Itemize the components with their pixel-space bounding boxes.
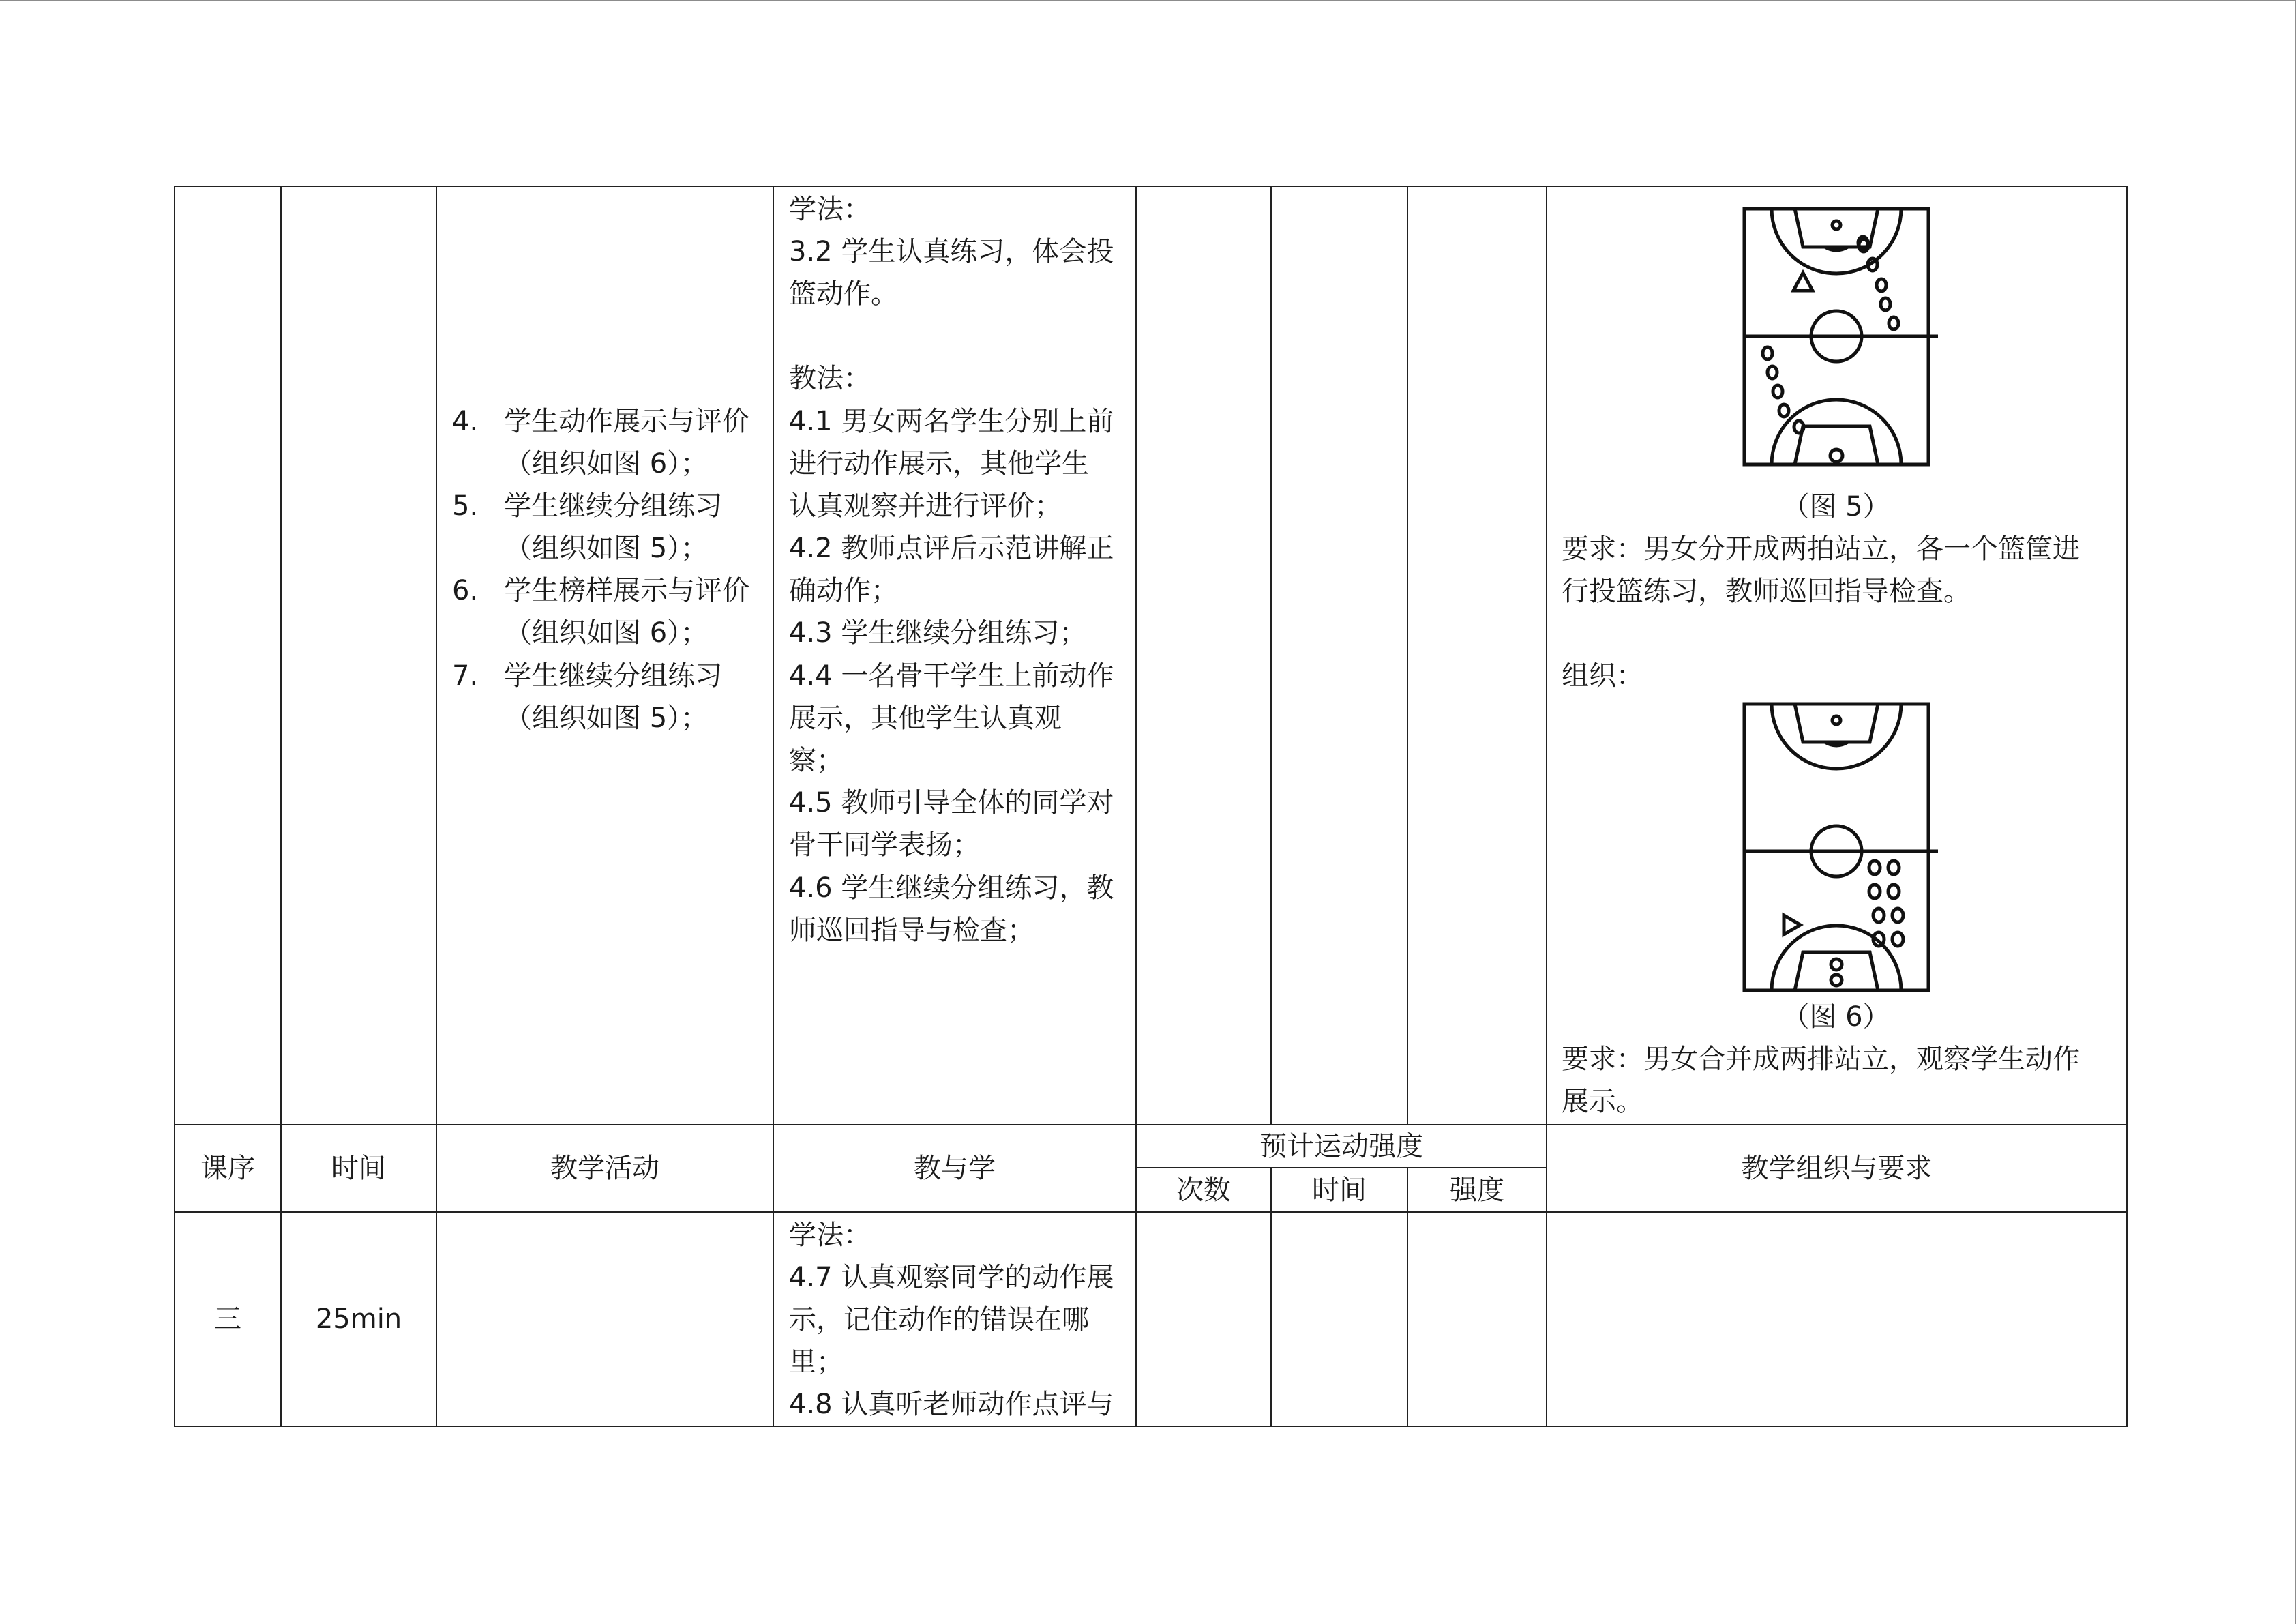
teach-learn-line: 4.2 教师点评后示范讲解正 [789,533,1114,564]
teach-learn-line: 里； [789,1346,844,1378]
teach-learn-line: 骨干同学表扬； [789,829,980,861]
fig5-requirement: 要求：男女分开成两拍站立，各一个篮筐进 [1562,533,2080,565]
activity-number: 5. [452,490,479,522]
activity-label: 学生动作展示与评价 [504,406,750,437]
teach-learn-line: 教法： [789,363,871,394]
teach-learn-line: 3.2 学生认真练习，体会投 [789,236,1114,267]
activity-sub-6: （组织如图 6）； [505,617,709,649]
teach-learn-line: 认真观察并进行评价； [789,490,1062,522]
fig6-requirement: 展示。 [1562,1086,1643,1117]
activity-number: 4. [452,406,479,437]
activity-item-7 [452,655,722,697]
organization-label: 组织： [1562,660,1643,692]
col-border-2 [436,186,437,1427]
activity-sub-4: （组织如图 6）； [505,448,709,479]
col-border-8 [2126,186,2128,1427]
header-duration: 时间 [1312,1175,1367,1206]
col-border-0 [174,186,175,1427]
teach-learn-line: 4.3 学生继续分组练习； [789,617,1087,649]
col-border-6-upper [1407,186,1408,1124]
header-time: 时间 [331,1153,386,1184]
teach-learn-line: 4.1 男女两名学生分别上前 [789,406,1114,437]
activity-label: 学生继续分组练习 [504,660,723,692]
court-diagram-fig5 [1740,205,1938,471]
table-top-border [174,186,2128,187]
fig5-caption: （图 5） [1782,491,1890,522]
activity-item-5 [452,485,722,527]
teach-learn-line: 示，记住动作的错误在哪 [789,1304,1089,1335]
teach-learn-line: 4.6 学生继续分组练习，教 [789,872,1114,904]
col-border-3 [773,186,774,1427]
col-border-4 [1135,186,1137,1427]
fig6-requirement: 要求：男女合并成两排站立，观察学生动作 [1562,1044,2080,1075]
teach-learn-line: 确动作； [789,575,898,606]
activity-item-6 [452,570,749,612]
teach-learn-line: 学法： [789,1220,871,1251]
col-border-7 [1546,186,1547,1427]
activity-label: 学生榜样展示与评价 [504,575,750,606]
lesson-time-value: 25min [315,1303,402,1335]
fig6-caption: （图 6） [1782,1001,1890,1033]
activity-label: 学生继续分组练习 [504,490,723,522]
court-diagram-fig6 [1740,700,1938,993]
activity-item-4 [452,400,749,443]
teach-learn-line: 篮动作。 [789,278,898,310]
activity-number: 6. [452,575,479,606]
header-count: 次数 [1176,1175,1231,1206]
activity-number: 7. [452,660,479,692]
teach-learn-line: 4.7 认真观察同学的动作展 [789,1262,1114,1293]
teach-learn-line: 4.4 一名骨干学生上前动作 [789,660,1114,692]
teach-learn-line: 4.5 教师引导全体的同学对 [789,787,1114,818]
activity-sub-5: （组织如图 5）； [505,533,709,564]
lesson-order-value: 三 [214,1303,241,1335]
teach-learn-line: 师巡回指导与检查； [789,915,1034,946]
activity-sub-7: （组织如图 5）； [505,703,709,734]
header-bottom-border [174,1211,2128,1213]
table-bottom-border [174,1426,2128,1427]
header-organization: 教学组织与要求 [1741,1153,1933,1184]
header-activity: 教学活动 [550,1153,659,1184]
teach-learn-line: 学法： [789,194,871,225]
teach-learn-line: 4.8 认真听老师动作点评与 [789,1389,1114,1420]
teach-learn-line: 展示，其他学生认真观 [789,703,1062,734]
header-teach-learn: 教与学 [914,1153,996,1184]
col-border-1 [280,186,282,1427]
header-intensity-group: 预计运动强度 [1259,1131,1423,1162]
fig5-requirement: 行投篮练习，教师巡回指导检查。 [1562,576,1971,607]
header-lesson-order: 课序 [200,1153,255,1184]
teach-learn-line: 察； [789,745,844,776]
col-border-5-upper [1270,186,1272,1124]
header-intensity: 强度 [1450,1175,1504,1206]
teach-learn-line: 进行动作展示，其他学生 [789,448,1089,479]
